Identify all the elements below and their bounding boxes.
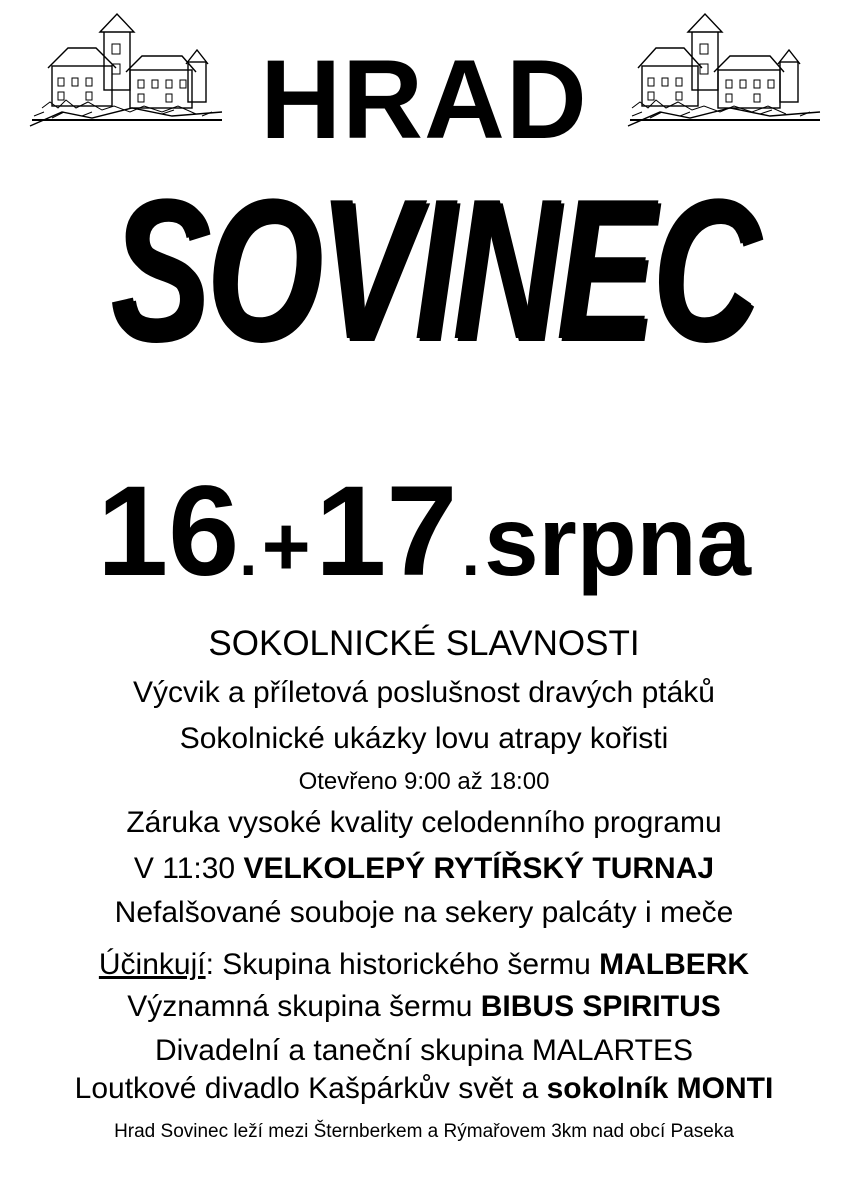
footer-location: Hrad Sovinec leží mezi Šternberkem a Rýmařovem 3km nad obcí Paseka — [114, 1121, 734, 1142]
performers-label: Účinkují — [98, 948, 206, 981]
program-quality: Záruka vysoké kvality celodenního programu — [126, 806, 722, 839]
date-plus: + — [261, 499, 311, 593]
event-date — [0, 460, 848, 603]
performer-1-prefix: Skupina historického šermu — [213, 948, 600, 981]
date-day-2: 17 — [315, 460, 458, 603]
performer-4-name: sokolník MONTI — [546, 1072, 774, 1105]
date-dot-2: . — [461, 517, 480, 589]
performer-malberk — [0, 950, 848, 980]
performer-1-name: MALBERK — [599, 948, 750, 981]
performer-monti — [0, 1074, 848, 1104]
event-title: SOKOLNICKÉ SLAVNOSTI — [208, 624, 640, 663]
tournament-time: V 11:30 — [133, 852, 244, 885]
date-day-1: 16 — [96, 460, 240, 603]
performers-colon: : — [205, 948, 214, 981]
tournament-title: VELKOLEPÝ RYTÍŘSKÝ TURNAJ — [243, 852, 715, 885]
date-dot-1: . — [239, 517, 258, 589]
opening-hours: Otevřeno 9:00 až 18:00 — [298, 768, 550, 795]
date-month: srpna — [484, 486, 752, 596]
program-training: Výcvik a příletová poslušnost dravých ptáků — [133, 676, 715, 709]
performer-malartes: Divadelní a taneční skupina MALARTES — [154, 1034, 694, 1067]
performer-bibus — [0, 992, 848, 1022]
performer-2-name: BIBUS SPIRITUS — [480, 990, 721, 1023]
program-fights: Nefalšované souboje na sekery palcáty i meče — [114, 896, 734, 929]
performer-4-prefix: Loutkové divadlo Kašpárkův svět a — [74, 1072, 547, 1105]
program-demo: Sokolnické ukázky lovu atrapy kořisti — [179, 722, 669, 755]
tournament-line — [0, 854, 848, 884]
title-hrad: HRAD — [260, 37, 588, 162]
title-sovinec: SOVINEC — [110, 158, 756, 381]
performer-2-prefix: Významná skupina šermu — [127, 990, 481, 1023]
